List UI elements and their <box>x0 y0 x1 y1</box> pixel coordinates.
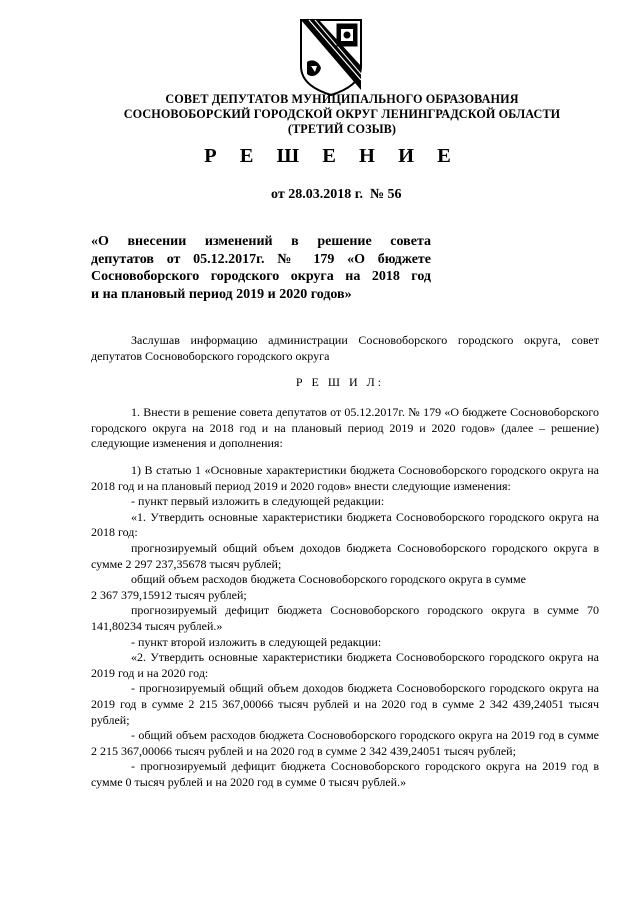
point-1-expense-amount: 2 367 379,15912 тысяч рублей; <box>91 587 247 602</box>
resolved-heading: Р Е Ш И Л: <box>295 375 385 389</box>
point-1-intro: - пункт первый изложить в следующей редакции: <box>131 494 385 509</box>
document-title: Р Е Ш Е Н И Е <box>204 145 460 167</box>
point-2-intro: - пункт второй изложить в следующей редакции: <box>131 634 382 649</box>
preamble-paragraph: Заслушав информацию администрации Сосновоборского городского округа, совет депутатов Сосновоборского городского округа <box>91 333 599 363</box>
point-1-heading: «1. Утвердить основные характеристики бюджета Сосновоборского городского округа на 2018 год: <box>91 509 599 540</box>
subject-line: «О внесении изменений в решение совета <box>91 234 431 249</box>
header-line: СОСНОВОБОРСКИЙ ГОРОДСКОЙ ОКРУГ ЛЕНИНГРАДСКОЙ ОБЛАСТИ <box>123 107 561 121</box>
amendments-block <box>91 463 599 790</box>
coat-of-arms-icon <box>299 18 363 96</box>
point-1-expense: общий объем расходов бюджета Сосновоборского городского округа в сумме <box>131 572 526 587</box>
point-2-deficit: - прогнозируемый дефицит бюджета Сосновоборского городского округа на 2019 год в сумме 0 тысяч рублей и на 2020 год в сумме 0 тысяч рублей.» <box>91 759 599 789</box>
point-1-deficit: прогнозируемый дефицит бюджета Сосновоборского городского округа в сумме 70 141,80234 тысяч рублей.» <box>91 603 599 633</box>
subject-line: и на плановый период 2019 и 2020 годов» <box>91 286 352 302</box>
point-2-expense: - общий объем расходов бюджета Сосновоборского городского округа на 2019 год в сумме 2 215 367,00066 тысяч рублей и на 2020 год в сумме 2 342 439,24051 тысяч рублей; <box>91 728 599 758</box>
subject-line: Сосновоборского городского округа на 2018 год <box>91 269 431 284</box>
document-subject <box>91 233 431 303</box>
item-1-1-paragraph: 1) В статью 1 «Основные характеристики бюджета Сосновоборского городского округа на 2018 год и на плановый период 2019 и 2020 годов» внести следующие изменения: <box>91 463 599 493</box>
header-line: СОВЕТ ДЕПУТАТОВ МУНИЦИПАЛЬНОГО ОБРАЗОВАНИЯ <box>165 92 519 106</box>
council-header <box>0 92 640 137</box>
subject-line: депутатов от 05.12.2017г. № 179 «О бюджете <box>91 251 431 267</box>
point-1-income: прогнозируемый общий объем доходов бюджета Сосновоборского городского округа в сумме 2 297 237,35678 тысяч рублей; <box>91 540 599 571</box>
point-2-heading: «2. Утвердить основные характеристики бюджета Сосновоборского городского округа на 2019 год и на 2020 год: <box>91 650 599 680</box>
item-1-paragraph: 1. Внести в решение совета депутатов от 05.12.2017г. № 179 «О бюджете Сосновоборского городского округа на 2018 год и на плановый период 2019 и 2020 годов» (далее – решение) следующие изменения и дополнения: <box>91 405 599 451</box>
header-line: (ТРЕТИЙ СОЗЫВ) <box>287 122 397 136</box>
point-2-income: - прогнозируемый общий объем доходов бюджета Сосновоборского городского округа на 2019 год в сумме 2 215 367,00066 тысяч рублей и на 2020 год в сумме 2 342 439,24051 тысяч рублей; <box>91 681 599 727</box>
document-date-number: от 28.03.2018 г. № 56 <box>271 187 402 202</box>
